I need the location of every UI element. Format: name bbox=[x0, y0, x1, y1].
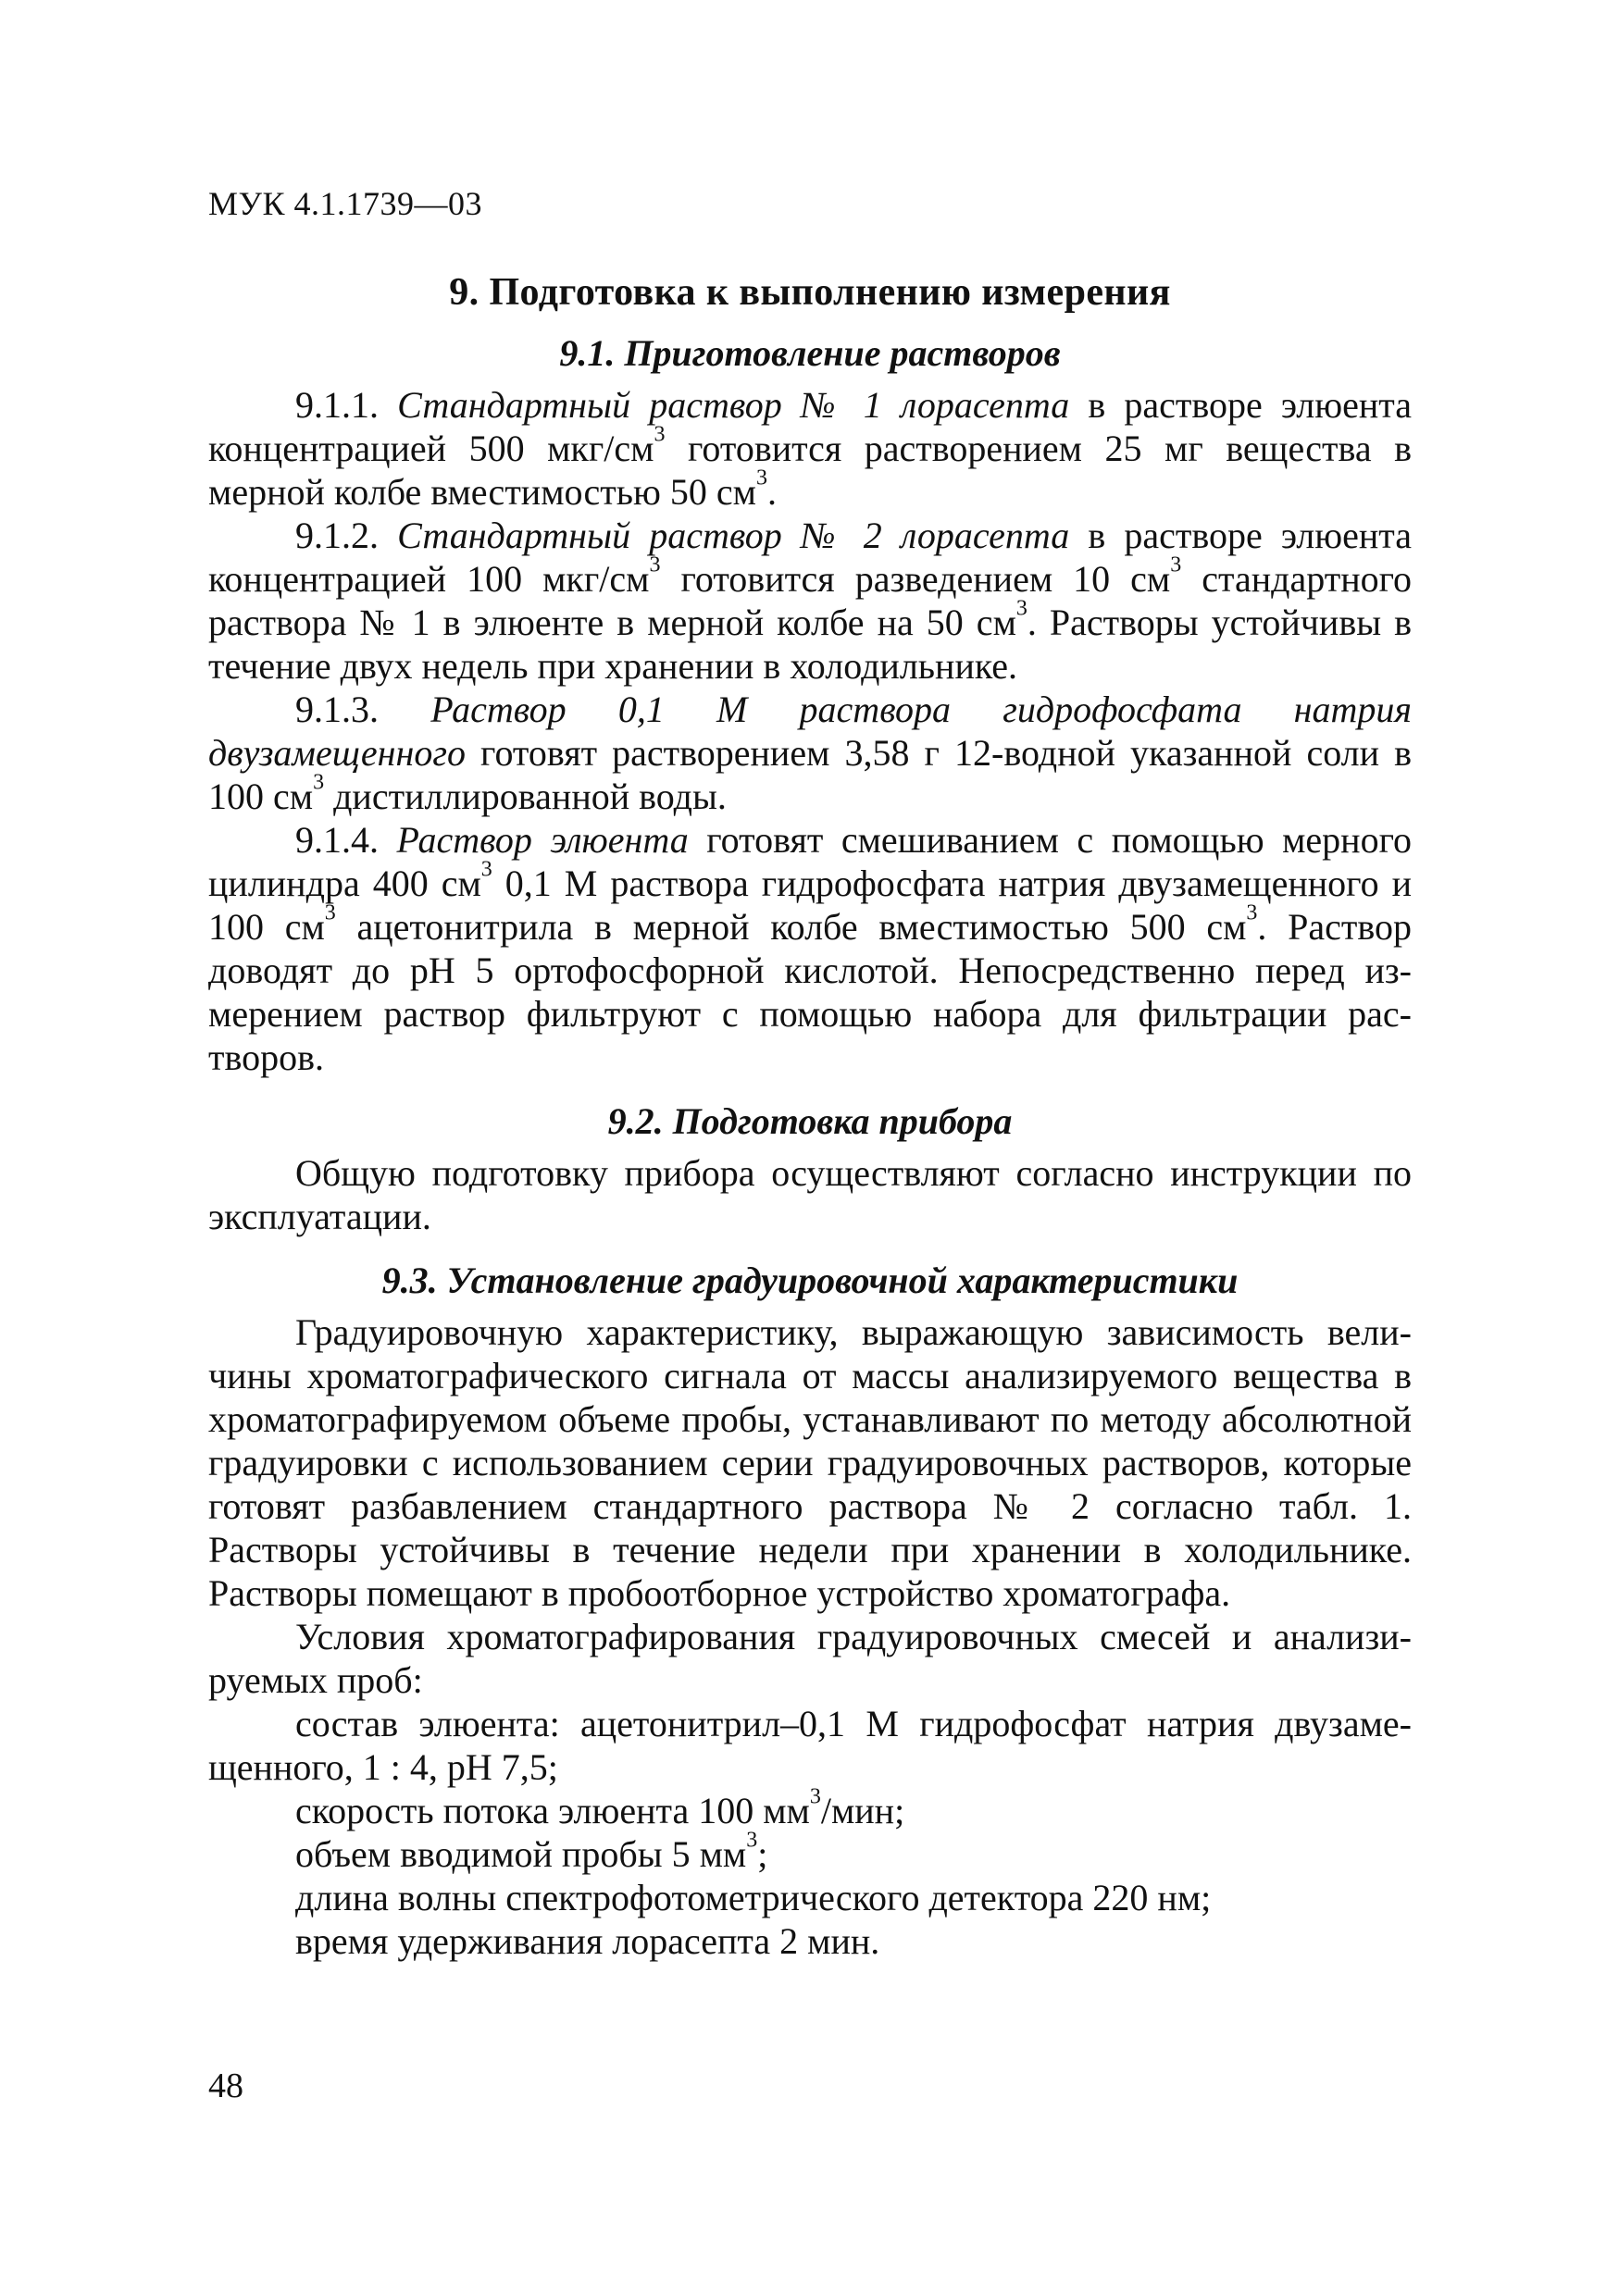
page-number: 48 bbox=[208, 2066, 243, 2105]
page-content bbox=[208, 268, 1412, 1963]
paragraph-9-1-3: 9.1.3. Раствор 0,1 М раствора гидрофосфата натрия двузамещенного готовят растворением 3,58 г 12-водной указанной соли в 100 $см^3$ дистиллированной воды. bbox=[208, 689, 1413, 817]
condition-sample-volume: объем вводимой пробы 5 $мм^3$; bbox=[295, 1828, 768, 1875]
condition-flow-rate: скорость потока элюента 100 $мм^3$/мин; bbox=[295, 1784, 905, 1831]
subsection-title-9-1: 9.1. Приготовление растворов bbox=[559, 332, 1061, 374]
paragraph-9-1-2: 9.1.2. Стандартный раствор № 2 лорасепта в растворе элюента концентрацией 100 мкг/$см^3$ готовится разведением 10 $см^3$ стандартного раствора № 1 в элюенте в мерной колбе на 50 $см^3$. Растворы устойчивы в течение двух недель при хранении в холодильнике. bbox=[208, 515, 1413, 687]
condition-eluent: состав элюента: ацетонитрил–0,1 М гидрофосфат натрия двузамещенного, 1 : 4, рН 7,5; bbox=[208, 1703, 1412, 1788]
item-term: Раствор 0,1 М раствора гидрофосфата натрия двузамещенного bbox=[208, 689, 1413, 774]
condition-retention-time: время удерживания лорасепта 2 мин. bbox=[295, 1920, 880, 1962]
paragraph-9-1-1: 9.1.1. Стандартный раствор № 1 лорасепта в растворе элюента концентрацией 500 мкг/$см^3$ готовится растворением 25 мг вещества в мерной колбе вместимостью 50 $см^3$. bbox=[208, 384, 1413, 513]
document-code: МУК 4.1.1739—03 bbox=[208, 185, 483, 222]
paragraph-9-2: Общую подготовку прибора осуществляют согласно инструкции по эксплуатации. bbox=[208, 1152, 1412, 1237]
item-number: 9.1.1. bbox=[295, 384, 379, 426]
condition-wavelength: длина волны спектрофотометрического детектора 220 нм; bbox=[295, 1877, 1212, 1918]
paragraph-9-3-conditions: Условия хроматографирования градуировочных смесей и анализируемых проб: bbox=[208, 1616, 1412, 1701]
subsection-title-9-2: 9.2. Подготовка прибора bbox=[607, 1100, 1013, 1142]
section-title: 9. Подготовка к выполнению измерения bbox=[449, 271, 1171, 314]
item-term: Стандартный раствор № 1 лорасепта bbox=[397, 384, 1070, 426]
paragraph-9-1-4: 9.1.4. Раствор элюента готовят смешиванием с помощью мерного цилиндра 400 $см^3$ 0,1 М раствора гидрофосфата натрия двузамещенного и 100 $см^3$ ацетонитрила в мерной колбе вместимостью 500 $см^3$. Раствор доводят до рН 5 ортофосфорной кислотой. Непосредственно перед измерением раствор фильтруют с помощью набора для фильтрации растворов. bbox=[208, 819, 1412, 1078]
item-term: Раствор элюента bbox=[396, 819, 689, 861]
paragraph-9-3-calibration: Градуировочную характеристику, выражающую зависимость величины хроматографического сигнала от массы анализируемого вещества в хроматографируемом объеме пробы, устанавливают по методу абсолютной градуировки с использованием серии градуировочных растворов, которые готовят разбавлением стандартного раствора № 2 согласно табл. 1. Растворы устойчивы в течение недели при хранении в холодильнике. Растворы помещают в пробоотборное устройство хроматографа. bbox=[208, 1311, 1412, 1614]
item-number: 9.1.3. bbox=[295, 689, 379, 730]
subsection-title-9-3: 9.3. Установление градуировочной характеристики bbox=[381, 1260, 1239, 1301]
item-term: Стандартный раствор № 2 лорасепта bbox=[397, 515, 1070, 556]
item-number: 9.1.4. bbox=[295, 819, 379, 861]
item-number: 9.1.2. bbox=[295, 515, 379, 556]
